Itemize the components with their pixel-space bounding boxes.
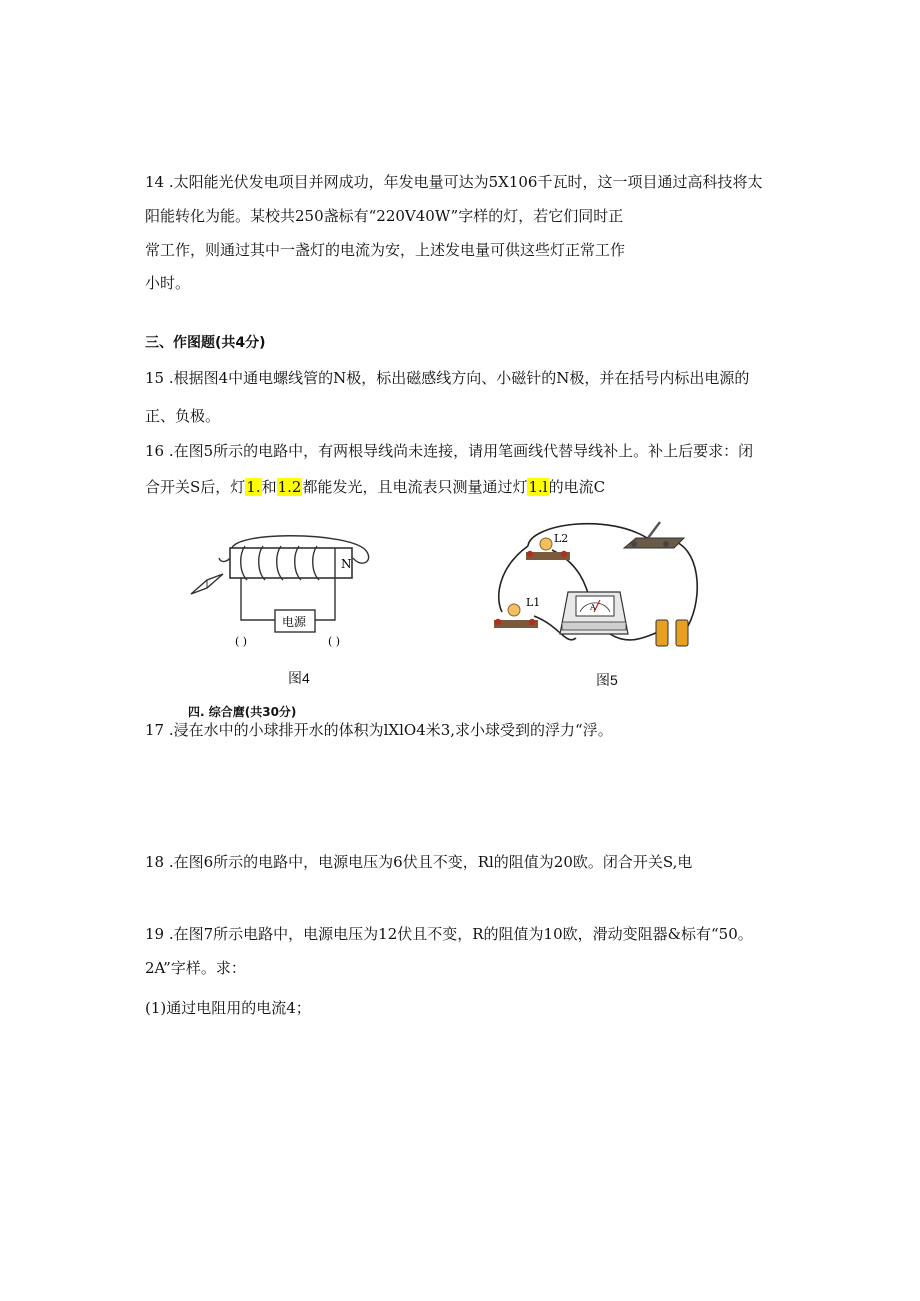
right-bracket: ( ) — [328, 635, 341, 648]
q14-line2: 阳能转化为能。某校共250盏标有“220V40W”字样的灯，若它们同时正 — [145, 207, 624, 225]
wire-right — [315, 578, 335, 620]
battery-2 — [676, 620, 688, 646]
lamp-l1-label: L1 — [526, 596, 541, 609]
ammeter-label: A — [590, 603, 596, 612]
battery-1 — [656, 620, 668, 646]
lamp-l1-bulb — [508, 604, 520, 616]
q18: 18 .在图6所示的电路中，电源电压为6伏且不变，Rl的阻值为20欧。闭合开关S,电 — [145, 853, 693, 871]
q19-line2: 2A”字样。求： — [145, 959, 246, 977]
q15-line2: 正、负极。 — [145, 407, 221, 425]
q19-line1: 19 .在图7所示电路中，电源电压为12伏且不变，R的阻值为10欧，滑动变阻器&标有“50。 — [145, 925, 753, 943]
section3-heading: 三、作图题(共4分) — [145, 335, 266, 351]
wire-left — [241, 578, 275, 620]
figure4-solenoid — [185, 528, 385, 658]
q19-line3: (1)通过电阻用的电流4； — [145, 999, 311, 1017]
q16-text-b: 和 — [261, 478, 277, 496]
left-bracket: ( ) — [235, 635, 248, 648]
highlight-l1: 1. — [246, 478, 261, 496]
highlight-l2: 1.2 — [277, 478, 302, 496]
q16-line1: 16 .在图5所示的电路中，有两根导线尚未连接，请用笔画线代替导线补上。补上后要求：闭 — [145, 442, 754, 460]
figure5-caption: 图5 — [596, 672, 618, 688]
q17: 17 .浸在水中的小球排开水的体积为lXlO4米3,求小球受到的浮力“浮。 — [145, 721, 613, 739]
q16-text-c: 都能发光，且电流表只测量通过灯 — [302, 478, 528, 496]
highlight-l1-again: 1.l — [528, 478, 548, 496]
q15-line1: 15 .根据图4中通电螺线管的N极，标出磁感线方向、小磁针的N极，并在括号内标出电源的 — [145, 369, 750, 387]
switch-lever — [648, 522, 660, 538]
figure4-caption: 图4 — [288, 670, 310, 686]
section4-heading: 四. 综合麿(共30分) — [188, 705, 297, 719]
solenoid-body — [230, 548, 352, 578]
q16-text-a: 合开关S后，灯 — [145, 478, 246, 496]
lamp-l2-label: L2 — [554, 532, 569, 545]
q14-line4: 小时。 — [145, 274, 191, 292]
power-source-label: 电源 — [282, 615, 307, 629]
q14-line3: 常工作，则通过其中一盏灯的电流为安，上述发电量可供这些灯正常工作 — [145, 241, 626, 259]
q16-line2 — [145, 477, 605, 497]
n-pole-label: N — [341, 557, 352, 571]
figure5-circuit — [490, 516, 710, 656]
lamp-l2-bulb — [540, 538, 552, 550]
q14-line1: 14 .太阳能光伏发电项目并网成功，年发电量可达为5X106千瓦时，这一项目通过高科技将太 — [145, 173, 763, 191]
q16-text-d: 的电流C — [548, 478, 606, 496]
